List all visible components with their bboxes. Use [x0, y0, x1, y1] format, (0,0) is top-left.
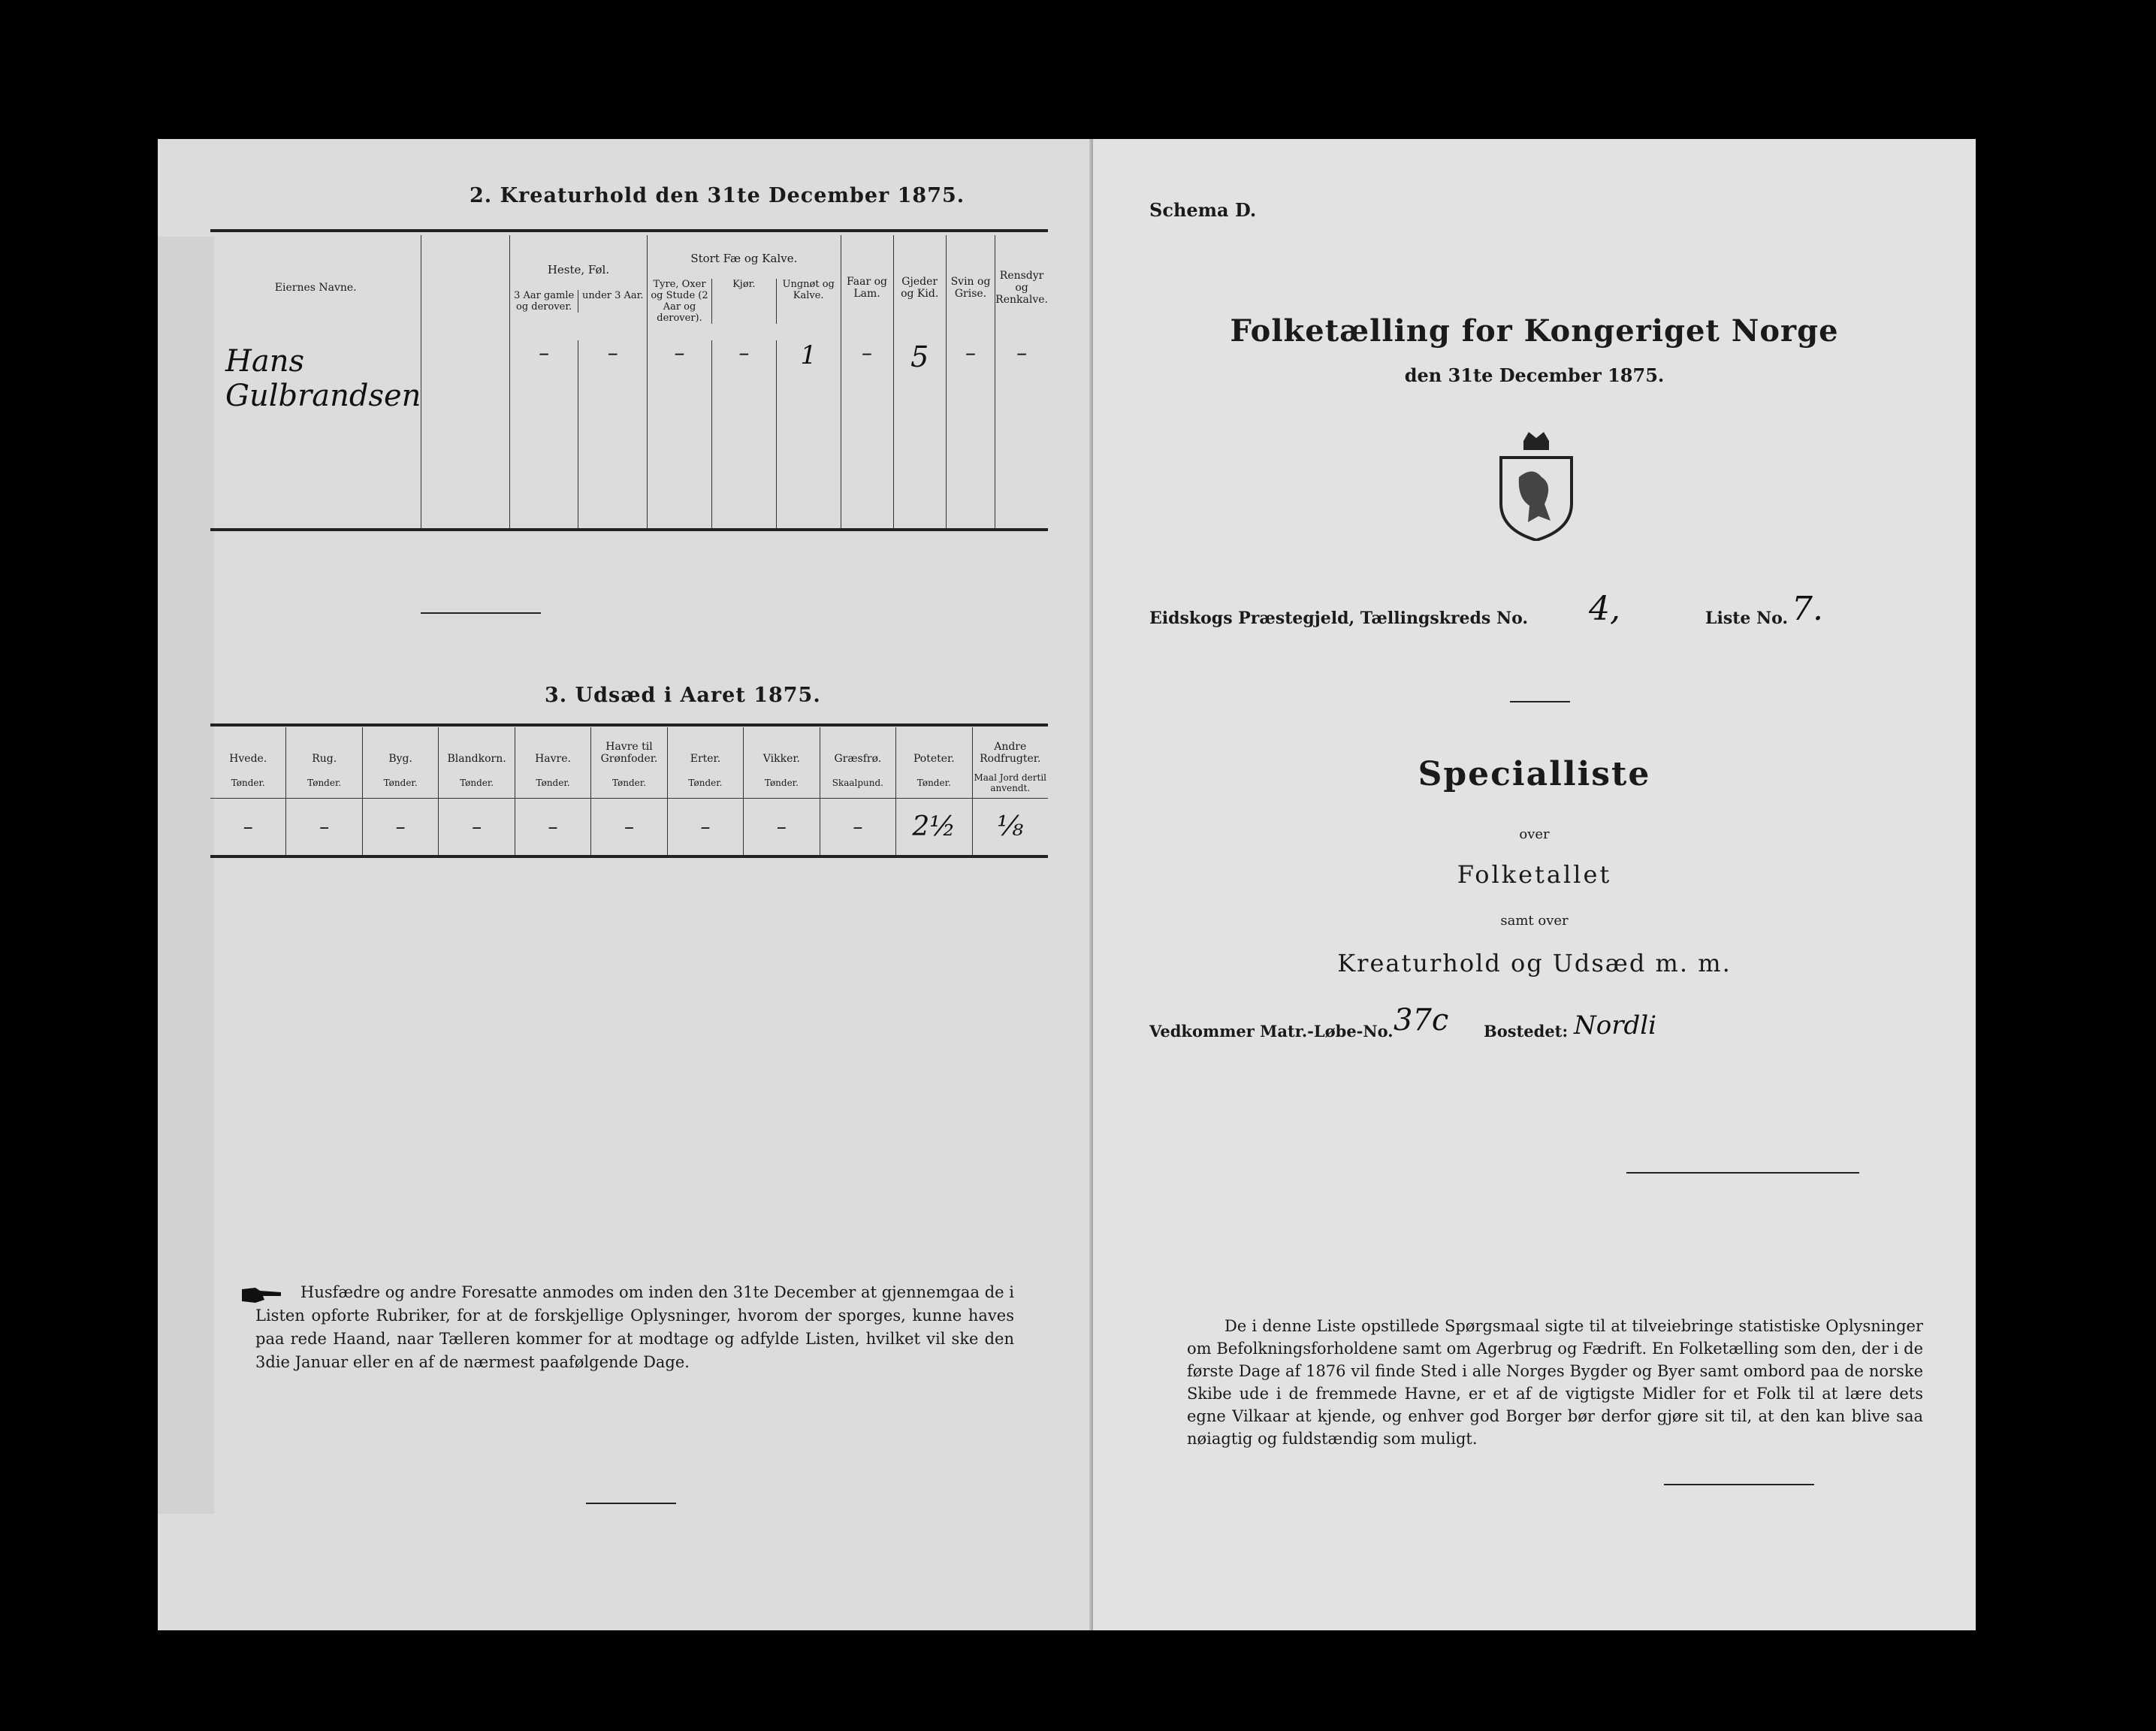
udsaed-unit: Maal Jord dertil anvendt.: [973, 768, 1048, 799]
udsaed-unit: Tønder.: [515, 768, 590, 799]
section2-title: 2. Kreaturhold den 31te December 1875.: [470, 184, 965, 207]
owner-name: Hans Gulbrandsen: [225, 344, 421, 413]
section3-table: [210, 727, 1048, 855]
main-title: Folketælling for Kongeriget Norge: [1230, 313, 1839, 349]
udsaed-value: –: [472, 815, 482, 838]
udsaed-header: Erter.: [690, 753, 721, 765]
udsaed-column: [743, 727, 819, 855]
udsaed-header: Byg.: [388, 753, 412, 765]
udsaed-header: Vikker.: [762, 753, 800, 765]
header-sheep: Faar og Lam.: [841, 235, 893, 340]
udsaed-value: –: [395, 815, 406, 838]
header-owner: Eiernes Navne.: [274, 282, 357, 294]
udsaed-unit: Tønder.: [210, 768, 285, 799]
section2-bottom-rule: [210, 528, 1048, 531]
bosted-label: Bostedet:: [1484, 1022, 1569, 1041]
udsaed-unit: Tønder.: [286, 768, 361, 799]
header-cows: Kjør.: [711, 279, 776, 324]
section3-title: 3. Udsæd i Aaret 1875.: [545, 684, 821, 707]
udsaed-value: –: [319, 815, 330, 838]
udsaed-column: [285, 727, 361, 855]
goats-value: 5: [910, 340, 929, 373]
notice-text: Husfædre og andre Foresatte anmodes om inden den 31te December at gjennemgaa de i Listen opforte Rubriker, for at de forskjellige Oplysninger, hvorom der sporges, kunne haves paa rede Haand, naar Tælleren kommer for at modtage og adfylde Listen, hvilket vil ske den 3die Januar eller en af de nærmest paafølgende Dage.: [255, 1283, 1014, 1371]
horses-young-value: –: [578, 340, 647, 528]
right-page: [1093, 139, 1976, 1630]
header-cattle: [648, 235, 841, 340]
left-page: [158, 139, 1093, 1630]
kreaturhold-heading: Kreaturhold og Udsæd m. m.: [1337, 949, 1732, 977]
specialliste-heading: Specialliste: [1418, 755, 1651, 793]
sheep-value: –: [862, 340, 873, 365]
samt-over-label: samt over: [1500, 913, 1569, 929]
list-label: Liste No.: [1705, 609, 1789, 628]
udsaed-unit: Tønder.: [363, 768, 438, 799]
udsaed-header: Græsfrø.: [834, 753, 882, 765]
horses-cell: [509, 340, 647, 528]
young-cattle-value: 1: [776, 340, 841, 528]
udsaed-column: [590, 727, 666, 855]
divider-right-1: [1510, 701, 1570, 702]
header-horses: [509, 235, 647, 340]
udsaed-header: Poteter.: [913, 753, 955, 765]
udsaed-value: –: [853, 815, 863, 838]
header-horses-old: 3 Aar gamle og derover.: [514, 290, 575, 313]
udsaed-header: Rug.: [312, 753, 337, 765]
header-goats: Gjeder og Kid.: [893, 235, 946, 340]
norwegian-coat-of-arms-icon: [1495, 432, 1578, 541]
header-margin-col: [421, 235, 509, 340]
section3-top-rule: [210, 724, 1048, 727]
over-label-1: over: [1519, 826, 1550, 842]
margin-cell: [421, 340, 509, 528]
divider-bottom: [586, 1503, 676, 1504]
cattle-cell: [648, 340, 841, 528]
udsaed-column: [820, 727, 895, 855]
matr-number: 37c: [1394, 1003, 1449, 1038]
udsaed-unit: Tønder.: [439, 768, 514, 799]
folketallet-heading: Folketallet: [1457, 860, 1612, 889]
divider-right-3: [1664, 1484, 1814, 1485]
udsaed-unit: Skaalpund.: [820, 768, 895, 799]
pigs-value: –: [965, 340, 976, 365]
udsaed-header: Blandkorn.: [447, 753, 506, 765]
udsaed-value: 2½: [912, 811, 956, 842]
header-pigs: Svin og Grise.: [946, 235, 995, 340]
udsaed-column: [210, 727, 285, 855]
udsaed-value: –: [624, 815, 634, 838]
udsaed-column: [362, 727, 438, 855]
udsaed-column: [895, 727, 971, 855]
udsaed-column: [515, 727, 590, 855]
bleed-through-margin: [158, 237, 214, 1514]
udsaed-header: Hvede.: [229, 753, 267, 765]
udsaed-unit: Tønder.: [744, 768, 819, 799]
census-document-spread: [158, 139, 1976, 1630]
cows-value: –: [711, 340, 776, 528]
udsaed-value: –: [243, 815, 253, 838]
matr-label: Vedkommer Matr.-Løbe-No.: [1149, 1022, 1394, 1041]
horses-old-value: –: [539, 340, 550, 365]
schema-label: Schema D.: [1149, 199, 1257, 221]
udsaed-unit: Tønder.: [591, 768, 666, 799]
udsaed-column: [438, 727, 514, 855]
district-number: 4,: [1589, 590, 1620, 628]
bosted-value: Nordli: [1574, 1011, 1656, 1041]
divider-short: [421, 612, 541, 614]
udsaed-unit: Tønder.: [896, 768, 971, 799]
udsaed-value: ⅛: [997, 811, 1024, 842]
section2-top-rule: [210, 229, 1048, 232]
udsaed-unit: Tønder.: [668, 768, 743, 799]
owner-cell: [210, 340, 421, 528]
divider-right-2: [1626, 1172, 1859, 1174]
udsaed-value: –: [700, 815, 711, 838]
header-cattle-label: Stort Fæ og Kalve.: [690, 252, 798, 265]
footer-text: De i denne Liste opstillede Spørgsmaal sigte til at tilveiebringe statistiske Oplysninger om Befolkningsforholdene samt om Agerbrug og Fædrift. En Folketælling som den, der i de første Dage af 1876 vil finde Sted i alle Norges Bygder og Byer samt ombord paa de norske Skibe ude i de fremmede Havne, er et af de vigtigste Midler for et Folk til at lære dets egne Vilkaar at kjende, og enhver god Borger bør derfor gjøre sit til, at den kan blive saa nøiagtig og fuldstændig som muligt.: [1187, 1317, 1923, 1448]
header-reindeer: Rensdyr og Renkalve.: [995, 235, 1048, 340]
reindeer-value: –: [1016, 340, 1028, 365]
section2-table: [210, 235, 1048, 528]
bulls-value: –: [674, 340, 685, 365]
udsaed-column: [972, 727, 1048, 855]
udsaed-header: Havre.: [535, 753, 571, 765]
udsaed-value: –: [548, 815, 558, 838]
header-young-cattle: Ungnøt og Kalve.: [776, 279, 841, 324]
udsaed-header: Havre til Grønfoder.: [600, 741, 658, 765]
header-horses-label: Heste, Føl.: [547, 263, 610, 276]
list-number: 7.: [1792, 590, 1823, 628]
parish-label: Eidskogs Præstegjeld, Tællingskreds No.: [1149, 609, 1529, 628]
title-date: den 31te December 1875.: [1404, 364, 1665, 386]
section3-bottom-rule: [210, 855, 1048, 858]
udsaed-header: Andre Rodfrugter.: [980, 741, 1041, 765]
header-horses-young: under 3 Aar.: [578, 290, 647, 313]
udsaed-value: –: [776, 815, 787, 838]
udsaed-column: [667, 727, 743, 855]
header-bulls: Tyre, Oxer og Stude (2 Aar og derover).: [651, 279, 708, 324]
